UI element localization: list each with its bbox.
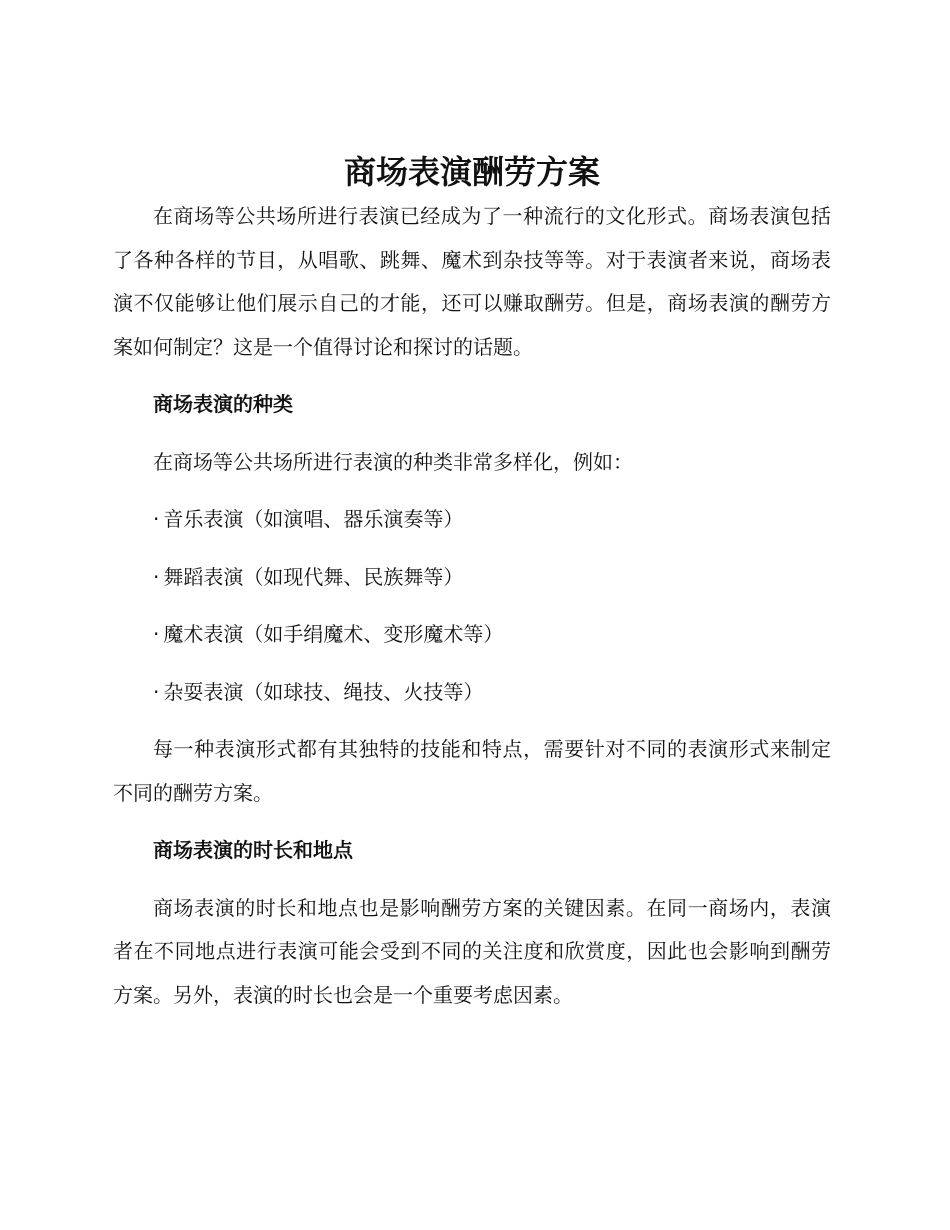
types-conclusion-paragraph: 每一种表演形式都有其独特的技能和特点，需要针对不同的表演形式来制定不同的酬劳方案。 <box>113 737 831 805</box>
types-lead-text: 在商场等公共场所进行表演的种类非常多样化，例如： <box>153 449 633 474</box>
section-heading-types: 商场表演的种类 <box>153 392 293 416</box>
list-item <box>113 671 831 715</box>
list-item <box>113 498 831 542</box>
list-item-text: 杂耍表演（如球技、绳技、火技等） <box>163 679 484 704</box>
bullet-icon: · <box>153 507 160 531</box>
section-heading-duration-location: 商场表演的时长和地点 <box>153 838 353 862</box>
duration-location-paragraph: 商场表演的时长和地点也是影响酬劳方案的关键因素。在同一商场内，表演者在不同地点进行表演可能会受到不同的关注度和欣赏度，因此也会影响到酬劳方案。另外，表演的时长也会是一个重要考虑因素。 <box>113 895 831 1007</box>
document-page <box>113 150 831 1017</box>
list-item-text: 音乐表演（如演唱、器乐演奏等） <box>163 507 464 531</box>
bullet-icon: · <box>153 622 160 646</box>
document-title: 商场表演酬劳方案 <box>343 153 600 191</box>
list-item-text: 魔术表演（如手绢魔术、变形魔术等） <box>163 622 504 646</box>
list-item <box>113 556 831 600</box>
list-item <box>113 613 831 657</box>
intro-paragraph: 在商场等公共场所进行表演已经成为了一种流行的文化形式。商场表演包括了各种各样的节目，从唱歌、跳舞、魔术到杂技等等。对于表演者来说，商场表演不仅能够让他们展示自己的才能，还可以赚取酬劳。但是，商场表演的酬劳方案如何制定？这是一个值得讨论和探讨的话题。 <box>113 204 831 359</box>
bullet-icon: · <box>153 679 160 704</box>
performance-types-list <box>113 498 831 714</box>
bullet-icon: · <box>153 564 160 589</box>
list-item-text: 舞蹈表演（如现代舞、民族舞等） <box>163 564 464 589</box>
